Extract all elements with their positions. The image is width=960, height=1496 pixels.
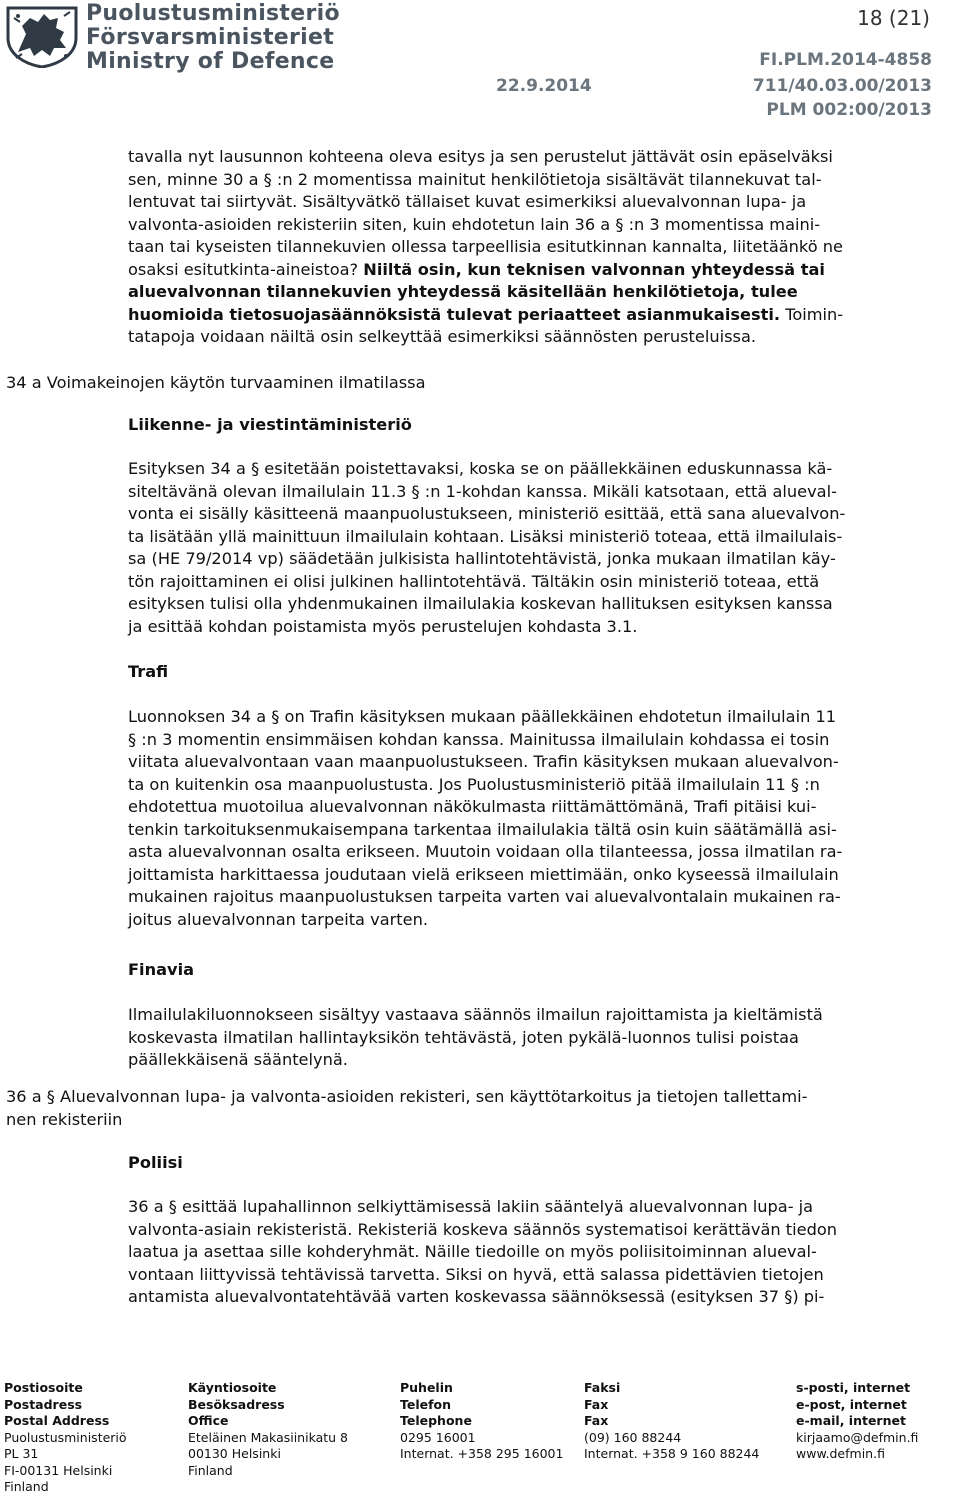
organisation-heading: Poliisi	[128, 1153, 183, 1172]
footer-label: Postadress	[4, 1396, 83, 1412]
text-span: osaksi esitutkinta-aineistoa?	[128, 259, 364, 279]
footer-label: Postal Address	[4, 1413, 110, 1428]
text-line: sen, minne 30 a § :n 2 momentissa mainitut henkilötietoja sisältävät tilannekuvat tal-	[128, 169, 822, 189]
ministry-name-fi: Puolustusministeriö	[86, 1, 340, 26]
footer-value: Puolustusministeriö	[4, 1429, 127, 1445]
footer-value: Eteläinen Makasiinikatu 8	[188, 1429, 349, 1445]
bold-text-line: aluevalvonnan tilannekuvien yhteydessä käsitellään henkilötietoja, tulee	[128, 282, 798, 301]
text-line: valvonta-asiain rekisteristä. Rekisteriä koskeva säännös systematisoi kerättävän tiedon	[128, 1219, 838, 1239]
text-line: siteltävänä olevan ilmailulain 11.3 § :n 1-kohdan kanssa. Mikäli katsotaan, että alueval-	[128, 481, 837, 501]
page-footer	[0, 1380, 960, 1494]
text-line: joittamista harkittaessa joudutaan vielä erikseen miettimään, onko kyseessä ilmailulain	[128, 864, 839, 884]
footer-email-internet	[796, 1380, 918, 1463]
text-line: asta aluevalvonnan osalta erikseen. Muutoin voidaan olla tilanteessa, jossa ilmatilan ra-	[128, 842, 843, 861]
footer-label: Telefon	[400, 1396, 452, 1412]
page-header	[0, 0, 960, 120]
paragraph-4	[128, 1004, 823, 1072]
text-line	[128, 304, 843, 327]
text-line: joitus aluevalvonnan tarpeita varten.	[128, 909, 428, 929]
text-line: viitata aluevalvontaan vaan maanpuolustukseen. Trafin käsityksen mukaan aluevalvon-	[128, 752, 839, 771]
section-title: 34 a Voimakeinojen käytön turvaaminen ilmatilassa	[6, 373, 426, 392]
reference-number-1: FI.PLM.2014-4858	[759, 50, 932, 70]
text-line: Esityksen 34 a § esitetään poistettavaksi, koska se on päällekkäinen eduskunnassa kä-	[128, 459, 833, 478]
text-line: Luonnoksen 34 a § on Trafin käsityksen mukaan päällekkäinen ehdotetun ilmailulain 11	[128, 707, 837, 726]
ministry-names	[86, 2, 340, 74]
footer-value: (09) 160 88244	[584, 1429, 682, 1445]
document-date: 22.9.2014	[496, 76, 592, 96]
footer-label: Fax	[584, 1396, 609, 1412]
footer-value: 00130 Helsinki	[188, 1446, 281, 1461]
ministry-name-en: Ministry of Defence	[86, 49, 335, 74]
footer-value: Finland	[4, 1479, 49, 1494]
section-heading-36a	[6, 1086, 807, 1131]
text-line	[128, 259, 843, 282]
footer-label: Telephone	[400, 1413, 472, 1428]
text-line: päällekkäisenä sääntelynä.	[128, 1050, 348, 1069]
text-line: lentuvat tai siirtyvät. Sisältyvätkö tällaiset kuvat esimerkiksi aluevalvonnan lupa- ja	[128, 192, 807, 211]
organisation-heading: Finavia	[128, 960, 195, 979]
footer-label: Postiosoite	[4, 1380, 83, 1395]
text-line: ehdotettua muotoilua aluevalvonnan näkökulmasta riittämättömänä, Trafi pitäisi kui-	[128, 797, 817, 816]
footer-label: Faksi	[584, 1380, 621, 1395]
text-line: vontaan liittyvissä tehtävissä tarvetta. Siksi on hyvä, että salassa pidettävien tietojen	[128, 1264, 824, 1284]
text-line: tenkin tarkoituksenmukaisempana tarkentaa ilmailulakia tältä osin kuin säätämällä asi-	[128, 819, 837, 839]
footer-web-value: www.defmin.fi	[796, 1446, 885, 1461]
text-line: ja esittää kohdan poistamista myös perustelujen kohdasta 3.1.	[128, 616, 638, 636]
footer-value: 0295 16001	[400, 1429, 476, 1445]
text-line: ta on kuitenkin osa maanpuolustusta. Jos Puolustusministeriö pitää ilmailulain 11 § :n	[128, 774, 820, 794]
text-span: Toimin-	[780, 304, 844, 324]
text-line: § :n 3 momentin ensimmäisen kohdan kanssa. Mainitussa ilmailulain kohdassa ei tosin	[128, 729, 830, 749]
footer-label: Puhelin	[400, 1380, 453, 1395]
coat-of-arms-lion-icon	[4, 4, 80, 68]
footer-label: Besöksadress	[188, 1396, 285, 1412]
reference-number-2: 711/40.03.00/2013	[752, 76, 932, 96]
paragraph-5	[128, 1196, 837, 1309]
text-line: taan tai kyseisten tilannekuvien ollessa tarpeellisia esitutkinnan kannalta, liitetäänkö ne	[128, 237, 843, 256]
section-title-line: nen rekisteriin	[6, 1109, 123, 1129]
page-number: 18 (21)	[857, 6, 930, 30]
footer-label: Fax	[584, 1413, 609, 1428]
reference-number-3: PLM 002:00/2013	[766, 100, 932, 120]
text-line: Ilmailulakiluonnokseen sisältyy vastaava säännös ilmailun rajoittamista ja kieltämistä	[128, 1005, 823, 1024]
text-line: laatua ja asettaa sille kohderyhmät. Näille tiedoille on myös poliisitoiminnan alueval-	[128, 1242, 817, 1261]
footer-label: Office	[188, 1413, 229, 1428]
footer-label: s-posti, internet	[796, 1380, 911, 1395]
footer-visiting-address	[188, 1380, 348, 1479]
text-line: antamista aluevalvontatehtävää varten koskevassa säännöksessä (esityksen 37 §) pi-	[128, 1287, 825, 1306]
footer-value: FI-00131 Helsinki	[4, 1462, 113, 1478]
ministry-name-sv: Försvarsministeriet	[86, 25, 335, 50]
organisation-heading: Trafi	[128, 662, 169, 681]
footer-fax	[584, 1380, 759, 1463]
bold-text-span: Niiltä osin, kun teknisen valvonnan yhteydessä tai	[363, 259, 825, 279]
bold-text-span: huomioida tietosuojasäännöksistä tulevat periaatteet asianmukaisesti.	[128, 304, 781, 324]
footer-label: Käyntiosoite	[188, 1380, 277, 1395]
text-line: tavalla nyt lausunnon kohteena oleva esitys ja sen perustelut jättävät osin epäselväksi	[128, 147, 833, 166]
footer-value: Finland	[188, 1462, 233, 1478]
text-line: 36 a § esittää lupahallinnon selkiyttämisessä lakiin sääntelyä aluevalvonnan lupa- ja	[128, 1197, 814, 1216]
paragraph-1	[128, 146, 843, 349]
section-title-line: 36 a § Aluevalvonnan lupa- ja valvonta-asioiden rekisteri, sen käyttötarkoitus ja tietojen tallettami-	[6, 1087, 808, 1106]
paragraph-2	[128, 458, 845, 638]
footer-value: Internat. +358 9 160 88244	[584, 1446, 760, 1461]
text-line: koskevasta ilmatilan hallintayksikön tehtävästä, joten pykälä-luonnos tulisi poistaa	[128, 1027, 799, 1047]
footer-label: e-post, internet	[796, 1396, 907, 1412]
footer-postal-address	[4, 1380, 127, 1496]
footer-value: Internat. +358 295 16001	[400, 1446, 564, 1461]
section-heading-34a	[6, 372, 426, 395]
footer-telephone	[400, 1380, 563, 1463]
text-line: tön rajoittaminen ei olisi julkinen hallintotehtävä. Tältäkin osin ministeriö toteaa, että	[128, 571, 820, 591]
footer-value: PL 31	[4, 1446, 39, 1461]
footer-email-value: kirjaamo@defmin.fi	[796, 1429, 919, 1445]
text-line: esityksen tulisi olla yhdenmukainen ilmailulakia koskevan hallituksen esityksen kanssa	[128, 594, 833, 613]
organisation-heading: Liikenne- ja viestintäministeriö	[128, 415, 412, 434]
text-line: tatapoja voidaan näiltä osin selkeyttää esimerkiksi säännösten perusteluissa.	[128, 327, 757, 346]
text-line: sa (HE 79/2014 vp) säädetään julkisista hallintotehtävistä, jonka mukaan ilmatilan käy-	[128, 549, 836, 568]
text-line: mukainen rajoitus maanpuolustuksen tarpeita varten vai aluevalvontalain mukainen ra-	[128, 887, 841, 906]
text-line: ta lisätään yllä mainittuun ilmailulain kohtaan. Lisäksi ministeriö toteaa, että ilmailulais-	[128, 526, 843, 546]
paragraph-3	[128, 706, 842, 931]
footer-label: e-mail, internet	[796, 1413, 906, 1428]
text-line: vonta ei sisälly käsitteenä maanpuolustukseen, ministeriö esittää, että sana aluevalvon-	[128, 504, 846, 523]
text-line: valvonta-asioiden rekisteriin siten, kuin ehdotetun lain 36 a § :n 3 momentissa maini-	[128, 214, 821, 234]
